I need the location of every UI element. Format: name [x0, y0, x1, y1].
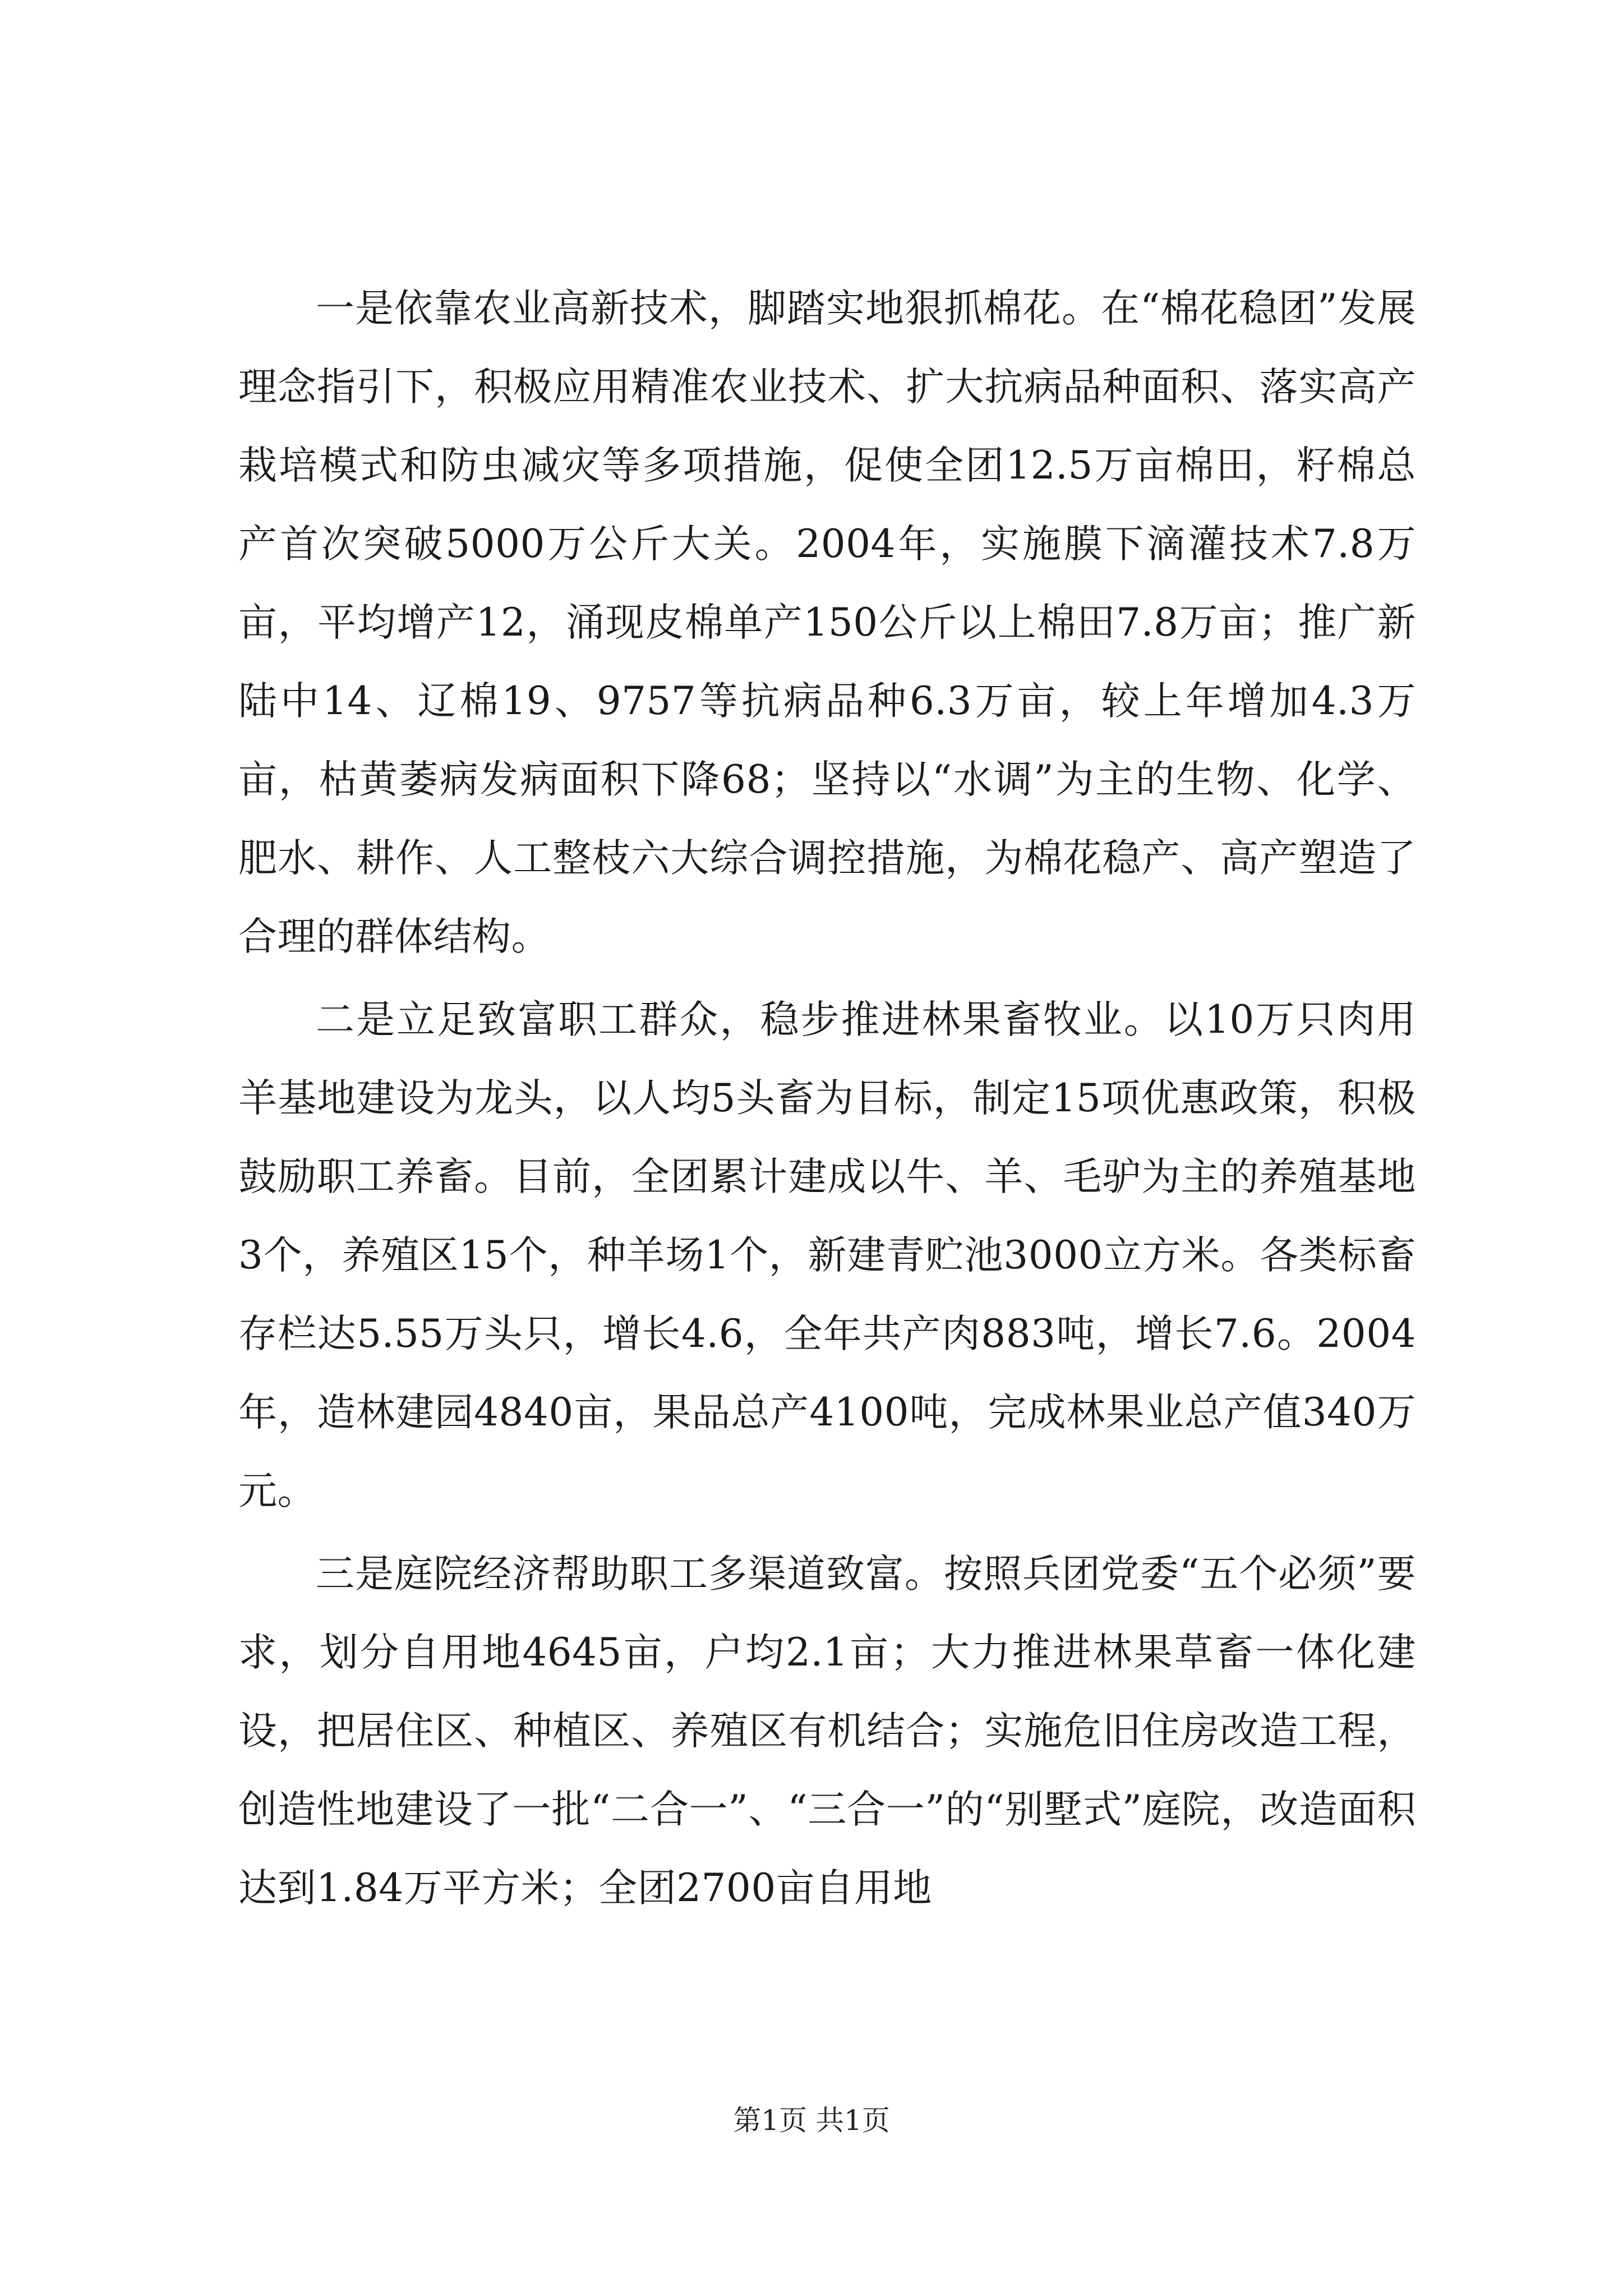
paragraph-livestock: 二是立足致富职工群众，稳步推进林果畜牧业。以10万只肉用羊基地建设为龙头，以人均5头畜为目标，制定15项优惠政策，积极鼓励职工养畜。目前，全团累计建成以牛、羊、毛驴为主的养殖基地3个，养殖区15个，种羊场1个，新建青贮池3000立方米。各类标畜存栏达5.55万头只，增长4.6，全年共产肉883吨，增长7.6。2004年，造林建园4840亩，果品总产4100吨，完成林果业总产值340万元。 — [238, 997, 1416, 1513]
document-body — [238, 269, 1416, 1927]
paragraph-courtyard-economy: 三是庭院经济帮助职工多渠道致富。按照兵团党委“五个必须”要求，划分自用地4645亩，户均2.1亩；大力推进林果草畜一体化建设，把居住区、种植区、养殖区有机结合；实施危旧住房改造工程，创造性地建设了一批“二合一”、“三合一”的“别墅式”庭院，改造面积达到1.84万平方米；全团2700亩自用地 — [238, 1552, 1416, 1911]
paragraph-cotton: 一是依靠农业高新技术，脚踏实地狠抓棉花。在“棉花稳团”发展理念指引下，积极应用精准农业技术、扩大抗病品种面积、落实高产栽培模式和防虫减灾等多项措施，促使全团12.5万亩棉田，籽棉总产首次突破5000万公斤大关。2004年，实施膜下滴灌技术7.8万亩，平均增产12，涌现皮棉单产150公斤以上棉田7.8万亩；推广新陆中14、辽棉19、9757等抗病品种6.3万亩，较上年增加4.3万亩，枯黄萎病发病面积下降68；坚持以“水调”为主的生物、化学、肥水、耕作、人工整枝六大综合调控措施，为棉花稳产、高产塑造了合理的群体结构。 — [238, 286, 1416, 959]
page-footer: 第1页 共1页 — [733, 2104, 890, 2137]
